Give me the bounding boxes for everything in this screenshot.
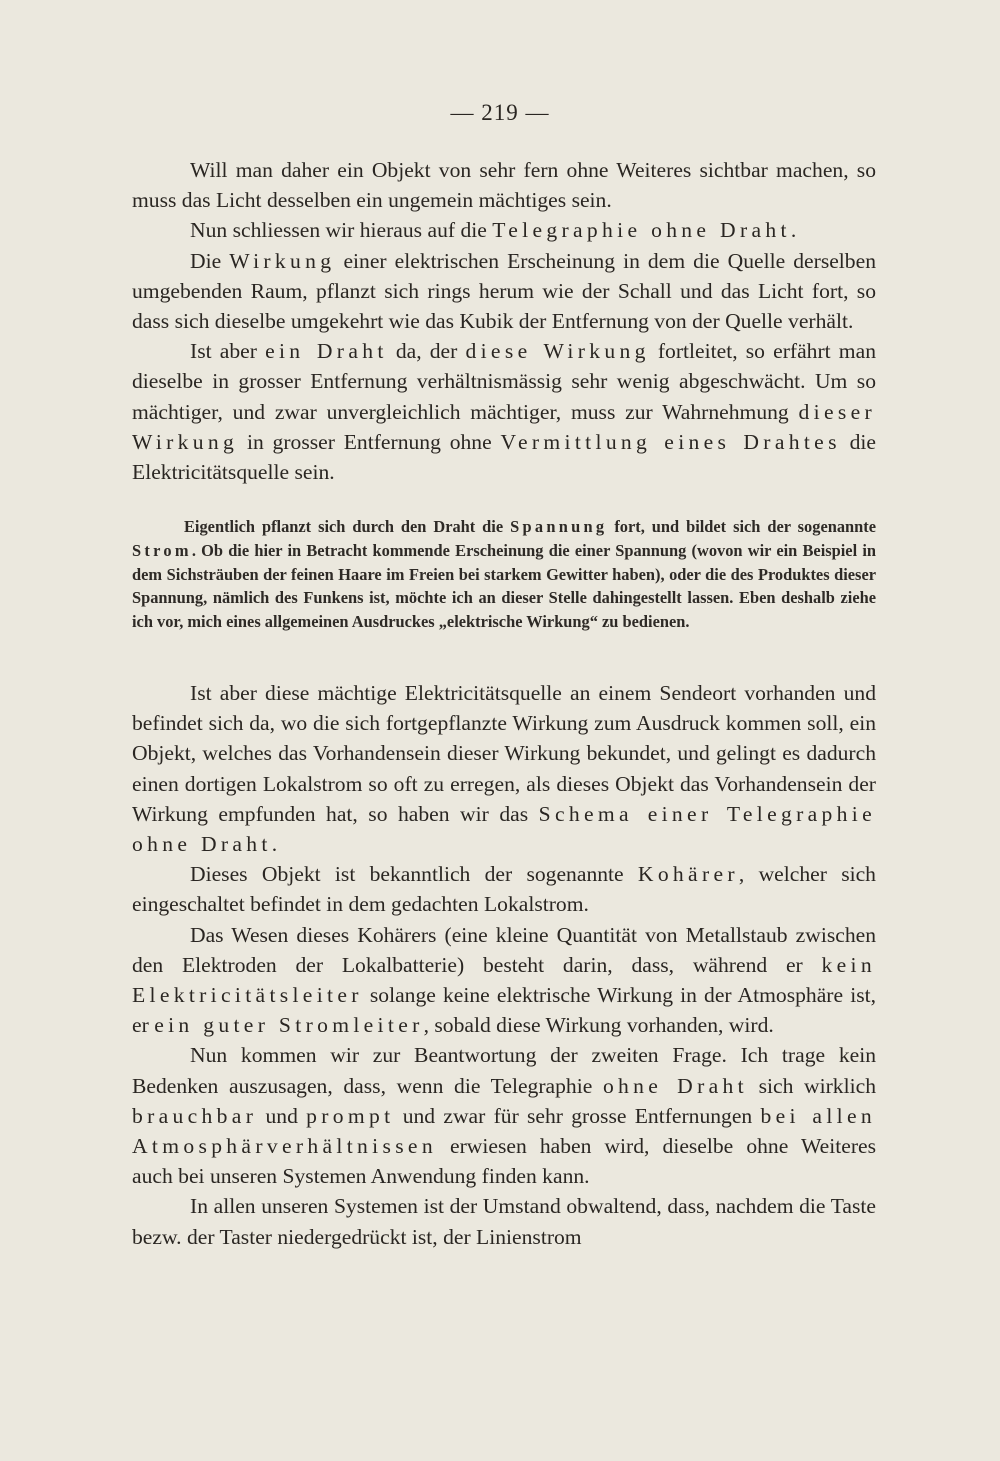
- spaced-emphasis: bei allen Atmosphärverhältnissen: [132, 1103, 876, 1159]
- text-run: Das Wesen dieses Kohärers (eine kleine Quantität von Metallstaub zwischen den Elektroden der Lokalbatterie) besteht darin, dass, während er: [132, 922, 876, 977]
- paragraph: [132, 246, 876, 337]
- text-run: sich wirklich: [747, 1073, 876, 1098]
- text-run: in grosser Entfernung ohne: [238, 429, 501, 454]
- text-run: erwiesen haben wird, dieselbe ohne Weiteres auch bei unseren Systemen Anwendung finden kann.: [132, 1134, 876, 1189]
- text-run: .: [790, 218, 797, 243]
- text-run: die Elektricitätsquelle sein.: [132, 429, 876, 485]
- paragraph: [132, 678, 876, 859]
- spaced-emphasis: Wirkung: [229, 248, 336, 273]
- spaced-emphasis: ein Draht: [265, 339, 388, 364]
- spaced-emphasis: Vermittlung eines Drahtes: [500, 429, 841, 454]
- spaced-emphasis: Telegraphie ohne Draht: [492, 218, 791, 243]
- text-run: .: [271, 832, 278, 857]
- text-block-lower: [132, 678, 876, 1252]
- text-run: Nun schliessen wir hieraus auf die: [190, 218, 493, 243]
- text-run: einer elektrischen Erscheinung in dem die Quelle derselben umgebenden Raum, pflanzt sich rings herum wie der Schall und das Licht fort, so dass sich dieselbe umgekehrt wie das Kubik der Entfernung von der Quelle verhält.: [132, 248, 876, 334]
- text-run: , welcher sich eingeschaltet befindet in dem gedachten Lokalstrom.: [132, 862, 876, 917]
- text-run: solange keine elektrische Wirkung in der Atmosphäre ist, er: [132, 983, 876, 1038]
- footnote: [132, 515, 876, 634]
- spaced-emphasis: prompt: [306, 1103, 395, 1128]
- paragraph: [132, 859, 876, 919]
- spaced-emphasis: Kohärer: [637, 862, 739, 887]
- text-run: Eigentlich pflanzt sich durch den Draht die: [184, 517, 511, 536]
- spaced-emphasis: brauchbar: [132, 1103, 258, 1128]
- text-run: Nun kommen wir zur Beantwortung der zweiten Frage. Ich trage kein Bedenken auszusagen, dass, wenn die Telegraphie: [132, 1043, 876, 1098]
- paragraph: [132, 1040, 876, 1191]
- spaced-emphasis: Schema einer Telegraphie ohne Draht: [132, 801, 876, 857]
- text-run: Will man daher ein Objekt von sehr fern ohne Weiteres sichtbar machen, so muss das Licht desselben ein ungemein mächtiges sein.: [132, 158, 876, 213]
- text-run: . Ob die hier in Betracht kommende Erscheinung die einer Spannung (wovon wir ein Beispiel in dem Sichsträuben der feinen Haare im Freien bei starkem Gewitter haben), oder die des Produktes dieser Spannung, nämlich des Funkens ist, möchte ich an dieser Stelle dahingestellt lassen. Eben deshalb ziehe ich vor, mich eines allgemeinen Ausdruckes „elektrische Wirkung“ zu bedienen.: [132, 540, 876, 632]
- text-run: Ist aber diese mächtige Elektricitätsquelle an einem Sendeort vorhanden und befindet sich da, wo die sich fortgepflanzte Wirkung zum Ausdruck kommen soll, ein Objekt, welches das Vorhandensein dieser Wirkung bekundet, und gelingt es dadurch einen dortigen Lokalstrom so oft zu erregen, als dieses Objekt das Vorhandensein der Wirkung empfunden hat, so haben wir das: [132, 681, 876, 826]
- paragraph: [132, 1191, 876, 1251]
- spaced-emphasis: ein guter Stromleiter: [154, 1013, 424, 1038]
- text-run: Ist aber: [190, 339, 266, 364]
- spaced-emphasis: ohne Draht: [602, 1073, 748, 1098]
- paragraph: [132, 336, 876, 487]
- text-run: fortleitet, so erfährt man dieselbe in grosser Entfernung verhältnismässig sehr wenig abgeschwächt. Um so mächtiger, und zwar unvergleichlich mächtiger, muss zur Wahrnehmung: [132, 339, 876, 424]
- spaced-emphasis: diese Wirkung: [465, 339, 650, 364]
- text-run: und zwar für sehr grosse Entfernungen: [394, 1103, 761, 1128]
- spaced-emphasis: dieser Wirkung: [132, 399, 876, 454]
- text-run: Dieses Objekt ist bekanntlich der sogenannte: [190, 862, 638, 887]
- text-run: , sobald diese Wirkung vorhanden, wird.: [423, 1013, 774, 1038]
- text-run: da, der: [387, 339, 466, 364]
- footnote-paragraph: [132, 515, 876, 634]
- page-number: — 219 —: [450, 100, 550, 125]
- spaced-emphasis: kein Elektricitätsleiter: [132, 952, 876, 1008]
- text-run: In allen unseren Systemen ist der Umstand obwaltend, dass, nachdem die Taste bezw. der Taster niedergedrückt ist, der Linienstrom: [132, 1194, 876, 1249]
- paragraph: [132, 920, 876, 1041]
- text-run: Die: [190, 248, 230, 273]
- spaced-emphasis: Strom: [132, 540, 192, 560]
- paragraph: [132, 215, 876, 245]
- text-run: und: [257, 1103, 307, 1128]
- text-run: fort, und bildet sich der sogenannte: [607, 517, 876, 536]
- text-block-upper: [132, 155, 876, 487]
- spaced-emphasis: Spannung: [510, 517, 608, 536]
- paragraph: [132, 155, 876, 215]
